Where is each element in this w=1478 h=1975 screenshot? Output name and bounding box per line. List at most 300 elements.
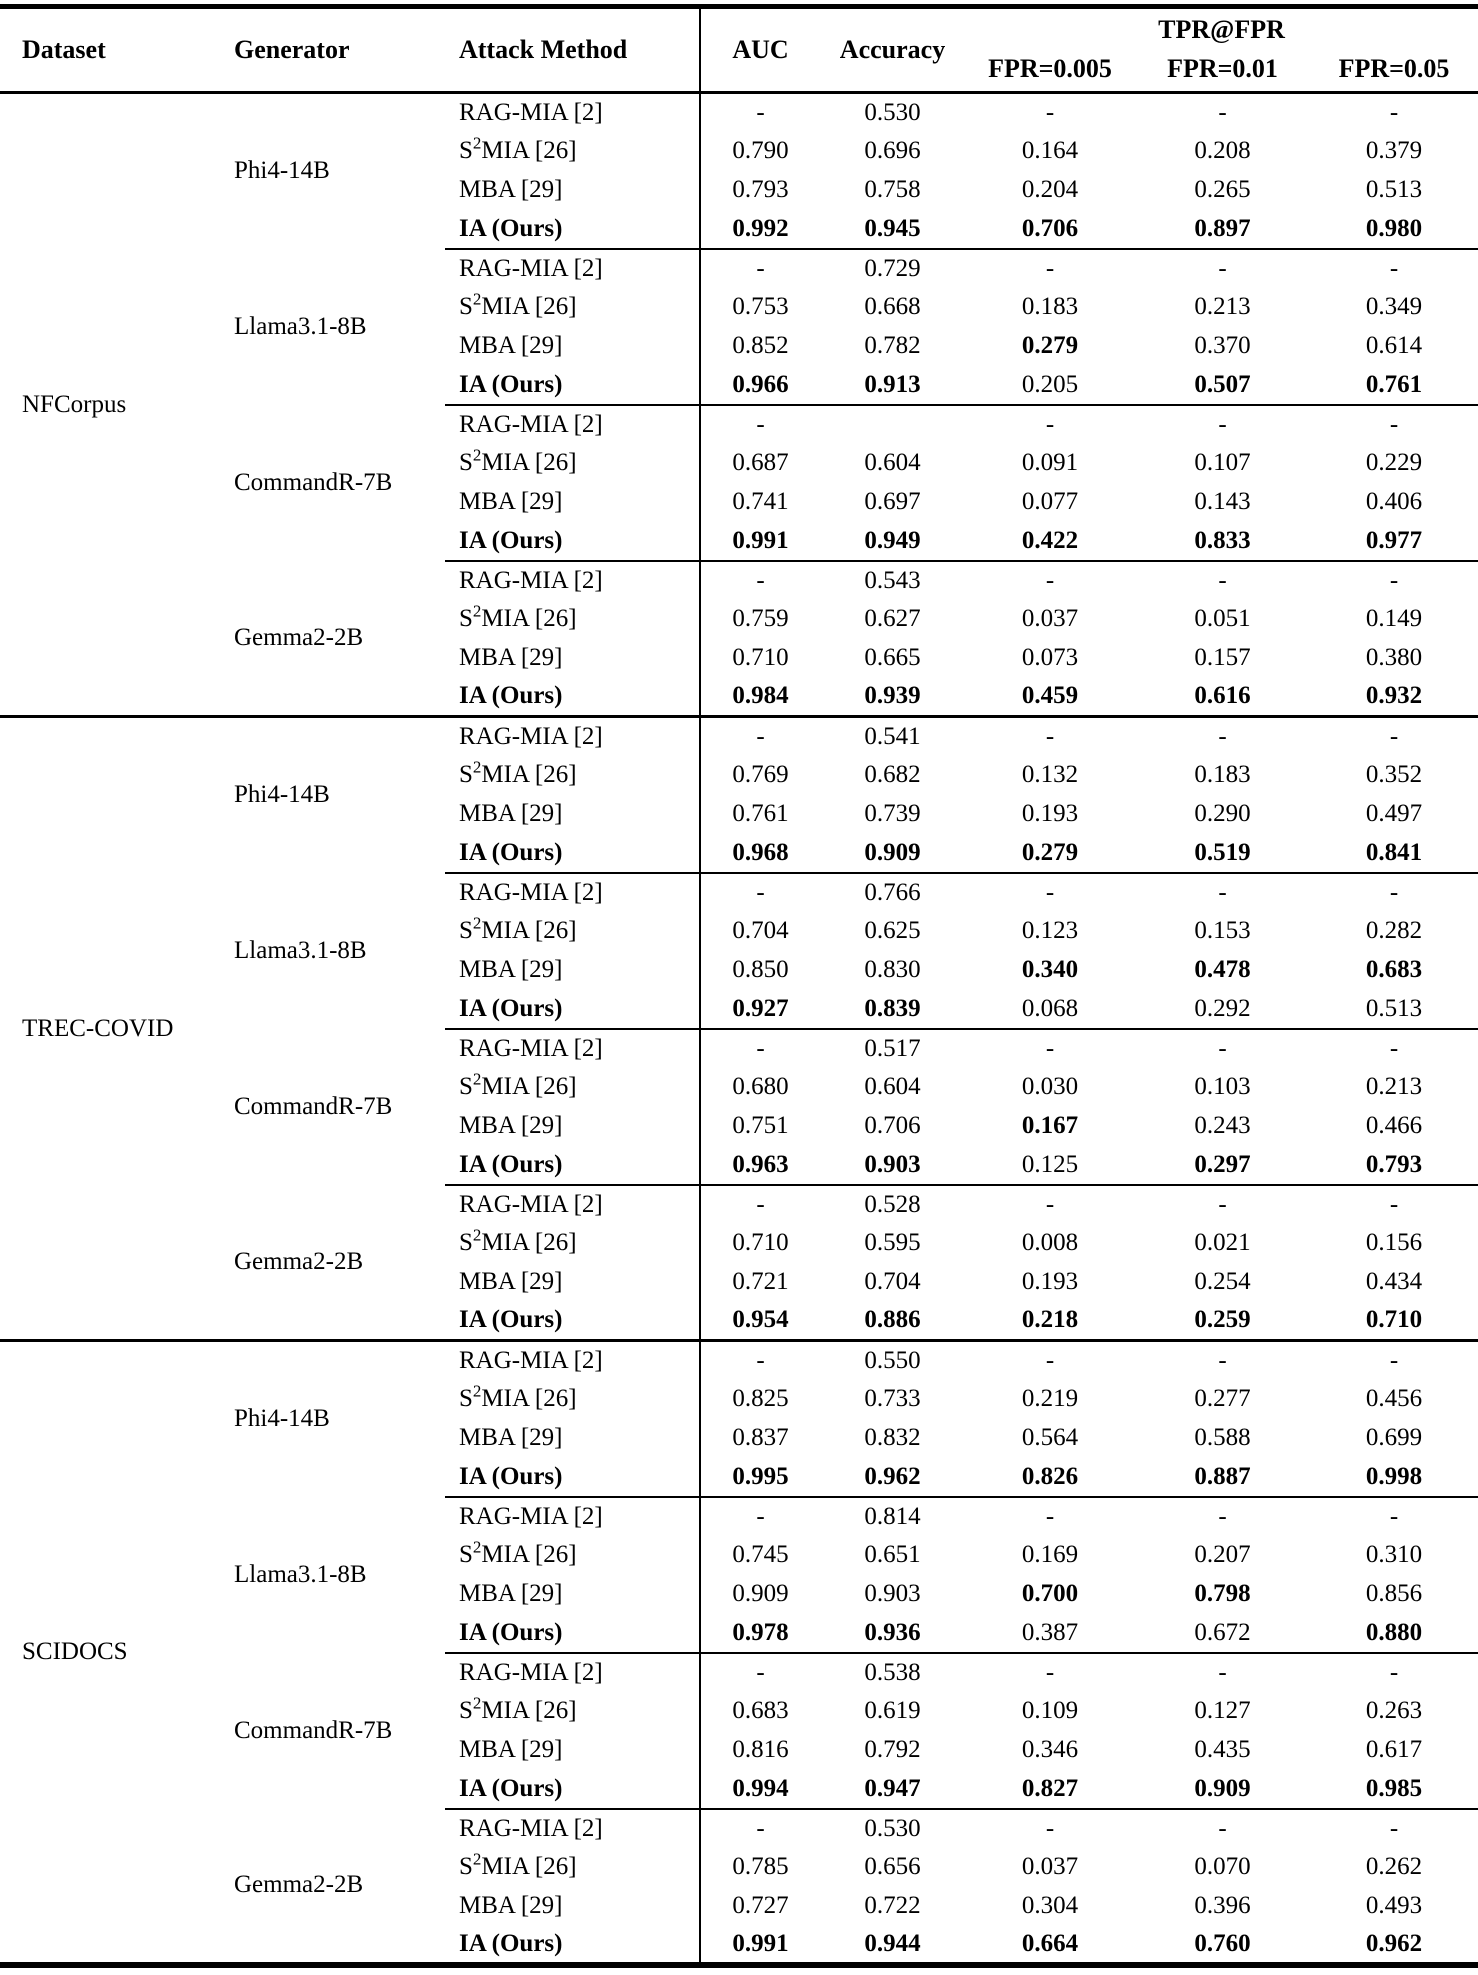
cell-value: 0.616	[1194, 682, 1251, 710]
cell-value: -	[700, 561, 820, 600]
cell-value: 0.991	[732, 1929, 789, 1957]
cell-value: -	[700, 1497, 820, 1536]
cell-value: 0.992	[732, 214, 789, 242]
cell-value: 0.051	[1194, 605, 1251, 632]
cell-value: 0.310	[1365, 1541, 1423, 1568]
cell-attack-method: RAG-MIA [2]	[445, 1809, 700, 1848]
cell-attack-method: RAG-MIA [2]	[445, 873, 700, 912]
cell-value: 0.830	[864, 956, 921, 983]
cell-value: -	[1310, 1341, 1478, 1380]
cell-value: -	[965, 717, 1135, 756]
cell-value: -	[1135, 1653, 1310, 1692]
results-table-body	[0, 93, 1478, 1965]
cell-value: 0.761	[732, 800, 789, 827]
cell-value: 0.903	[864, 1580, 921, 1607]
cell-attack-method: $S^2MIA$ [26]	[445, 1848, 700, 1887]
cell-attack-method: MBA [29]	[445, 1887, 700, 1926]
cell-dataset: SCIDOCS	[0, 1341, 210, 1965]
cell-value: -	[1310, 717, 1478, 756]
cell-value: 0.282	[1365, 917, 1423, 944]
cell-value: -	[1389, 98, 1399, 126]
cell-attack-method: IA (Ours)	[445, 1146, 700, 1185]
cell-value: 0.204	[1021, 176, 1079, 203]
cell-value: 0.759	[732, 605, 789, 632]
cell-value: 0.517	[820, 1029, 965, 1068]
cell-value: -	[965, 873, 1135, 912]
cell-value: 0.706	[1021, 214, 1079, 242]
cell-generator: CommandR-7B	[234, 1092, 393, 1120]
cell-value: -	[1310, 405, 1478, 444]
cell-value: 0.617	[1365, 1736, 1423, 1763]
cell-value: 0.213	[1365, 1073, 1423, 1100]
cell-value: 0.991	[732, 526, 789, 554]
cell-value: 0.683	[732, 1697, 789, 1724]
table-row	[0, 1497, 1478, 1536]
cell-attack-method: RAG-MIA [2]	[445, 1653, 700, 1692]
cell-value: 0.604	[864, 1073, 921, 1100]
cell-attack-method: RAG-MIA [2]	[445, 1497, 700, 1536]
cell-value: 0.263	[1365, 1697, 1423, 1724]
cell-value: 0.627	[864, 605, 921, 632]
cell-attack-method: MBA [29]	[445, 1731, 700, 1770]
cell-value: 0.760	[1194, 1929, 1251, 1957]
cell-attack-method: MBA [29]	[445, 1263, 700, 1302]
cell-value: -	[1135, 1497, 1310, 1536]
cell-value: 0.037	[1021, 605, 1079, 632]
cell-value: 0.396	[1194, 1892, 1251, 1919]
cell-generator: Llama3.1-8B	[234, 1560, 367, 1588]
cell-value: 0.614	[1365, 332, 1423, 359]
cell-value: 0.672	[1194, 1618, 1251, 1646]
cell-value: 0.169	[1021, 1541, 1079, 1568]
cell-value: 0.167	[1021, 1112, 1079, 1139]
cell-generator: Phi4-14B	[234, 157, 330, 185]
cell-value: 0.132	[1021, 761, 1079, 788]
cell-value: 0.733	[864, 1385, 921, 1412]
cell-attack-method: RAG-MIA [2]	[445, 1185, 700, 1224]
cell-value: 0.793	[1365, 1150, 1423, 1178]
cell-value: -	[1135, 1029, 1310, 1068]
cell-value: 0.277	[1194, 1385, 1251, 1412]
cell-attack-method: $S^2MIA$ [26]	[445, 132, 700, 171]
cell-attack-method: IA (Ours)	[445, 1770, 700, 1809]
col-header-accuracy: Accuracy	[820, 7, 965, 93]
cell-value: 0.604	[864, 449, 921, 476]
cell-value: 0.837	[732, 1424, 789, 1451]
table-row	[0, 93, 1478, 132]
table-row	[0, 1809, 1478, 1848]
cell-attack-method: RAG-MIA [2]	[445, 1341, 700, 1380]
cell-value: -	[1135, 249, 1310, 288]
cell-value: 0.513	[1365, 176, 1423, 203]
col-header-attack-method: Attack Method	[445, 7, 700, 93]
cell-attack-method: $S^2MIA$ [26]	[445, 1380, 700, 1419]
cell-value: 0.909	[1194, 1774, 1251, 1802]
cell-value: -	[1310, 1497, 1478, 1536]
col-header-auc: AUC	[700, 7, 820, 93]
cell-value: -	[965, 1497, 1135, 1536]
cell-value: 0.785	[732, 1853, 789, 1880]
cell-value: 0.519	[1194, 838, 1251, 866]
cell-value: 0.459	[1021, 682, 1079, 710]
cell-value: 0.279	[1021, 332, 1079, 359]
cell-value: 0.387	[1021, 1618, 1079, 1646]
cell-value: 0.683	[1365, 956, 1423, 983]
cell-value: 0.798	[1194, 1580, 1251, 1607]
cell-value: 0.697	[864, 488, 921, 515]
cell-value: 0.758	[864, 176, 921, 203]
cell-value: -	[965, 1653, 1135, 1692]
cell-attack-method: $S^2MIA$ [26]	[445, 1224, 700, 1263]
cell-value: -	[1045, 98, 1055, 126]
cell-value: 0.962	[1365, 1929, 1423, 1957]
cell-value: 0.193	[1021, 1268, 1079, 1295]
cell-value: -	[1310, 249, 1478, 288]
cell-value	[820, 405, 965, 444]
cell-generator: CommandR-7B	[234, 1716, 393, 1744]
table-row	[0, 561, 1478, 600]
cell-attack-method: $S^2MIA$ [26]	[445, 756, 700, 795]
table-row	[0, 1185, 1478, 1224]
cell-value: 0.792	[864, 1736, 921, 1763]
cell-value: 0.814	[820, 1497, 965, 1536]
cell-value: 0.008	[1021, 1229, 1079, 1256]
cell-value: 0.103	[1194, 1073, 1251, 1100]
cell-value: 0.406	[1365, 488, 1423, 515]
cell-value: 0.977	[1365, 526, 1423, 554]
cell-attack-method: RAG-MIA [2]	[445, 561, 700, 600]
cell-attack-method: RAG-MIA [2]	[445, 249, 700, 288]
cell-value: 0.021	[1194, 1229, 1251, 1256]
cell-value: 0.739	[864, 800, 921, 827]
cell-attack-method: RAG-MIA [2]	[445, 717, 700, 756]
cell-value: 0.700	[1021, 1580, 1079, 1607]
cell-value: -	[965, 561, 1135, 600]
cell-value: 0.913	[864, 370, 921, 398]
cell-attack-method: IA (Ours)	[445, 1458, 700, 1497]
cell-value: 0.153	[1194, 917, 1251, 944]
cell-value: 0.903	[864, 1150, 921, 1178]
cell-value: 0.699	[1365, 1424, 1423, 1451]
cell-value: 0.966	[732, 370, 789, 398]
cell-value: 0.379	[1365, 137, 1423, 164]
cell-value: -	[1310, 1653, 1478, 1692]
cell-value: -	[1135, 405, 1310, 444]
cell-value: -	[756, 98, 765, 126]
cell-value: 0.265	[1194, 176, 1251, 203]
cell-value: 0.909	[732, 1580, 789, 1607]
header-row-top	[0, 7, 1478, 47]
cell-value: 0.841	[1365, 838, 1423, 866]
cell-attack-method: RAG-MIA [2]	[445, 405, 700, 444]
cell-value: 0.839	[864, 994, 921, 1022]
cell-value: 0.530	[820, 1809, 965, 1848]
cell-value: 0.710	[732, 1229, 789, 1256]
cell-attack-method: IA (Ours)	[445, 1302, 700, 1341]
cell-attack-method: $S^2MIA$ [26]	[445, 1536, 700, 1575]
cell-value: 0.832	[864, 1424, 921, 1451]
cell-value: 0.380	[1365, 644, 1423, 671]
cell-value: 0.068	[1021, 994, 1079, 1022]
cell-value: -	[1135, 561, 1310, 600]
cell-generator: Phi4-14B	[210, 717, 445, 873]
cell-value: -	[700, 873, 820, 912]
cell-value: 0.887	[1194, 1462, 1251, 1490]
col-header-fpr-01: FPR=0.01	[1135, 47, 1310, 93]
cell-value: -	[1135, 1185, 1310, 1224]
cell-attack-method: IA (Ours)	[445, 210, 700, 249]
cell-value: 0.769	[732, 761, 789, 788]
cell-value: 0.687	[732, 449, 789, 476]
cell-value: 0.751	[732, 1112, 789, 1139]
cell-value: 0.259	[1194, 1306, 1251, 1334]
cell-value: 0.704	[864, 1268, 921, 1295]
cell-value: 0.727	[732, 1892, 789, 1919]
cell-value: 0.304	[1021, 1892, 1079, 1919]
cell-value: 0.827	[1021, 1774, 1079, 1802]
cell-value: 0.183	[1021, 293, 1079, 320]
cell-attack-method: IA (Ours)	[445, 990, 700, 1029]
cell-value: 0.745	[732, 1541, 789, 1568]
cell-value: 0.297	[1194, 1150, 1251, 1178]
table-row	[0, 1341, 1478, 1380]
cell-dataset: TREC-COVID	[0, 717, 210, 1341]
cell-value: 0.218	[1021, 1306, 1079, 1334]
cell-value: -	[700, 1185, 820, 1224]
cell-value: 0.939	[864, 682, 921, 710]
cell-value: 0.434	[1365, 1268, 1423, 1295]
cell-value: 0.710	[1365, 1306, 1423, 1334]
cell-value: 0.030	[1021, 1073, 1079, 1100]
cell-attack-method: $S^2MIA$ [26]	[445, 600, 700, 639]
cell-value: 0.340	[1021, 956, 1079, 983]
cell-generator: Gemma2-2B	[234, 1247, 364, 1275]
cell-attack-method: $S^2MIA$ [26]	[445, 444, 700, 483]
cell-value: -	[700, 405, 820, 444]
cell-value: 0.954	[732, 1306, 789, 1334]
cell-value: 0.125	[1021, 1150, 1079, 1178]
cell-value: -	[700, 1029, 820, 1068]
cell-value: 0.995	[732, 1462, 789, 1490]
cell-value: 0.856	[1365, 1580, 1423, 1607]
cell-attack-method: IA (Ours)	[445, 1614, 700, 1653]
cell-value: 0.588	[1194, 1424, 1251, 1451]
cell-value: 0.149	[1365, 605, 1423, 632]
cell-value: -	[700, 1341, 820, 1380]
cell-value: 0.254	[1194, 1268, 1251, 1295]
cell-value: 0.978	[732, 1618, 789, 1646]
table-row	[0, 405, 1478, 444]
cell-value: 0.107	[1194, 449, 1251, 476]
cell-value: 0.945	[864, 214, 921, 242]
cell-value: 0.682	[864, 761, 921, 788]
cell-value: 0.668	[864, 293, 921, 320]
cell-value: 0.183	[1194, 761, 1251, 788]
cell-attack-method: MBA [29]	[445, 951, 700, 990]
table-header	[0, 7, 1478, 93]
table-row	[0, 249, 1478, 288]
cell-value: -	[1218, 98, 1227, 126]
cell-attack-method: IA (Ours)	[445, 834, 700, 873]
cell-value: 0.219	[1021, 1385, 1079, 1412]
cell-value: 0.262	[1365, 1853, 1423, 1880]
cell-attack-method: IA (Ours)	[445, 1926, 700, 1965]
cell-value: 0.721	[732, 1268, 789, 1295]
cell-value: 0.229	[1365, 449, 1423, 476]
cell-value: 0.651	[864, 1541, 921, 1568]
cell-value: -	[1135, 1341, 1310, 1380]
cell-value: 0.213	[1194, 293, 1251, 320]
cell-attack-method: MBA [29]	[445, 327, 700, 366]
cell-value: 0.998	[1365, 1462, 1423, 1490]
cell-value: -	[700, 249, 820, 288]
cell-attack-method: MBA [29]	[445, 639, 700, 678]
cell-value: 0.833	[1194, 526, 1251, 554]
cell-value: 0.507	[1194, 370, 1251, 398]
cell-value: -	[1135, 873, 1310, 912]
cell-value: 0.493	[1365, 1892, 1423, 1919]
cell-value: -	[700, 1809, 820, 1848]
cell-value: 0.538	[820, 1653, 965, 1692]
cell-value: -	[700, 717, 820, 756]
cell-attack-method: MBA [29]	[445, 1575, 700, 1614]
cell-value: 0.435	[1194, 1736, 1251, 1763]
cell-value: 0.077	[1021, 488, 1079, 515]
results-table	[0, 4, 1478, 1968]
cell-value: 0.497	[1365, 800, 1423, 827]
cell-value: 0.897	[1194, 214, 1251, 242]
cell-value: 0.205	[1021, 370, 1079, 398]
cell-value: 0.680	[732, 1073, 789, 1100]
cell-value: 0.564	[1021, 1424, 1079, 1451]
cell-value: 0.880	[1365, 1618, 1423, 1646]
col-header-tpr-at-fpr: TPR@FPR	[1158, 14, 1285, 44]
cell-value: 0.370	[1194, 332, 1251, 359]
cell-value: 0.530	[864, 98, 921, 126]
cell-attack-method: MBA [29]	[445, 483, 700, 522]
cell-value: 0.949	[864, 526, 921, 554]
cell-value: -	[965, 1185, 1135, 1224]
cell-value: 0.826	[1021, 1462, 1079, 1490]
cell-value: 0.290	[1194, 800, 1251, 827]
cell-value: 0.208	[1194, 137, 1251, 164]
cell-attack-method: MBA [29]	[445, 795, 700, 834]
cell-value: 0.123	[1021, 917, 1079, 944]
cell-attack-method: $S^2MIA$ [26]	[445, 288, 700, 327]
cell-value: 0.070	[1194, 1853, 1251, 1880]
cell-value: 0.456	[1365, 1385, 1423, 1412]
cell-value: 0.790	[732, 137, 789, 164]
col-header-fpr-005: FPR=0.005	[965, 47, 1135, 93]
cell-value: 0.164	[1021, 137, 1079, 164]
cell-value: 0.352	[1365, 761, 1423, 788]
cell-value: 0.984	[732, 682, 789, 710]
cell-attack-method: IA (Ours)	[445, 522, 700, 561]
cell-generator: Gemma2-2B	[234, 623, 364, 651]
cell-value: 0.994	[732, 1774, 789, 1802]
cell-value: 0.766	[820, 873, 965, 912]
cell-value: 0.927	[732, 994, 789, 1022]
cell-value: 0.109	[1021, 1697, 1079, 1724]
cell-value: -	[1310, 561, 1478, 600]
cell-value: -	[1310, 1809, 1478, 1848]
col-header-generator: Generator	[210, 7, 445, 93]
cell-value: -	[700, 1653, 820, 1692]
cell-generator: Phi4-14B	[210, 1341, 445, 1497]
cell-value: -	[1310, 873, 1478, 912]
cell-attack-method: MBA [29]	[445, 1419, 700, 1458]
cell-attack-method: IA (Ours)	[445, 366, 700, 405]
cell-value: 0.279	[1021, 838, 1079, 866]
cell-attack-method: $S^2MIA$ [26]	[445, 912, 700, 951]
table-row	[0, 873, 1478, 912]
cell-value: 0.932	[1365, 682, 1423, 710]
cell-dataset: NFCorpus	[22, 390, 127, 418]
cell-attack-method: $S^2MIA$ [26]	[445, 1068, 700, 1107]
cell-value: 0.729	[820, 249, 965, 288]
cell-attack-method: MBA [29]	[445, 171, 700, 210]
cell-value: -	[1135, 717, 1310, 756]
cell-attack-method: $S^2MIA$ [26]	[445, 1692, 700, 1731]
cell-value: 0.193	[1021, 800, 1079, 827]
cell-value: 0.073	[1021, 644, 1079, 671]
cell-value: 0.478	[1194, 956, 1251, 983]
cell-value: 0.753	[732, 293, 789, 320]
col-header-dataset: Dataset	[0, 7, 210, 93]
cell-value: 0.909	[864, 838, 921, 866]
cell-value: -	[965, 1809, 1135, 1848]
cell-value: 0.962	[864, 1462, 921, 1490]
cell-generator: Gemma2-2B	[234, 1871, 364, 1898]
cell-value: 0.852	[732, 332, 789, 359]
cell-value: 0.528	[820, 1185, 965, 1224]
cell-value: 0.741	[732, 488, 789, 515]
cell-value: 0.664	[1021, 1929, 1079, 1957]
cell-value: 0.243	[1194, 1112, 1251, 1139]
cell-value: 0.625	[864, 917, 921, 944]
cell-value: 0.292	[1194, 994, 1251, 1022]
table-row	[0, 1029, 1478, 1068]
cell-value: 0.037	[1021, 1853, 1079, 1880]
cell-value: 0.722	[864, 1892, 921, 1919]
cell-attack-method: MBA [29]	[445, 1107, 700, 1146]
cell-attack-method: RAG-MIA [2]	[445, 1029, 700, 1068]
cell-value: 0.143	[1194, 488, 1251, 515]
cell-value: 0.706	[864, 1112, 921, 1139]
cell-value: 0.696	[864, 137, 921, 164]
cell-value: 0.704	[732, 917, 789, 944]
cell-value: 0.349	[1365, 293, 1423, 320]
cell-value: 0.947	[864, 1774, 921, 1802]
cell-value: 0.886	[864, 1306, 921, 1334]
cell-value: 0.761	[1365, 370, 1423, 398]
cell-value: 0.550	[820, 1341, 965, 1380]
cell-value: 0.541	[820, 717, 965, 756]
cell-generator: Llama3.1-8B	[234, 312, 367, 340]
cell-generator: CommandR-7B	[234, 468, 393, 496]
cell-value: 0.782	[864, 332, 921, 359]
cell-value: 0.656	[864, 1853, 921, 1880]
cell-value: 0.963	[732, 1150, 789, 1178]
col-header-fpr-05: FPR=0.05	[1310, 47, 1478, 93]
cell-value: 0.595	[864, 1229, 921, 1256]
cell-value: -	[965, 1341, 1135, 1380]
cell-value: 0.968	[732, 838, 789, 866]
cell-attack-method: IA (Ours)	[445, 678, 700, 717]
cell-generator: Llama3.1-8B	[234, 936, 367, 964]
cell-value: 0.619	[864, 1697, 921, 1724]
cell-attack-method: RAG-MIA [2]	[445, 93, 700, 132]
